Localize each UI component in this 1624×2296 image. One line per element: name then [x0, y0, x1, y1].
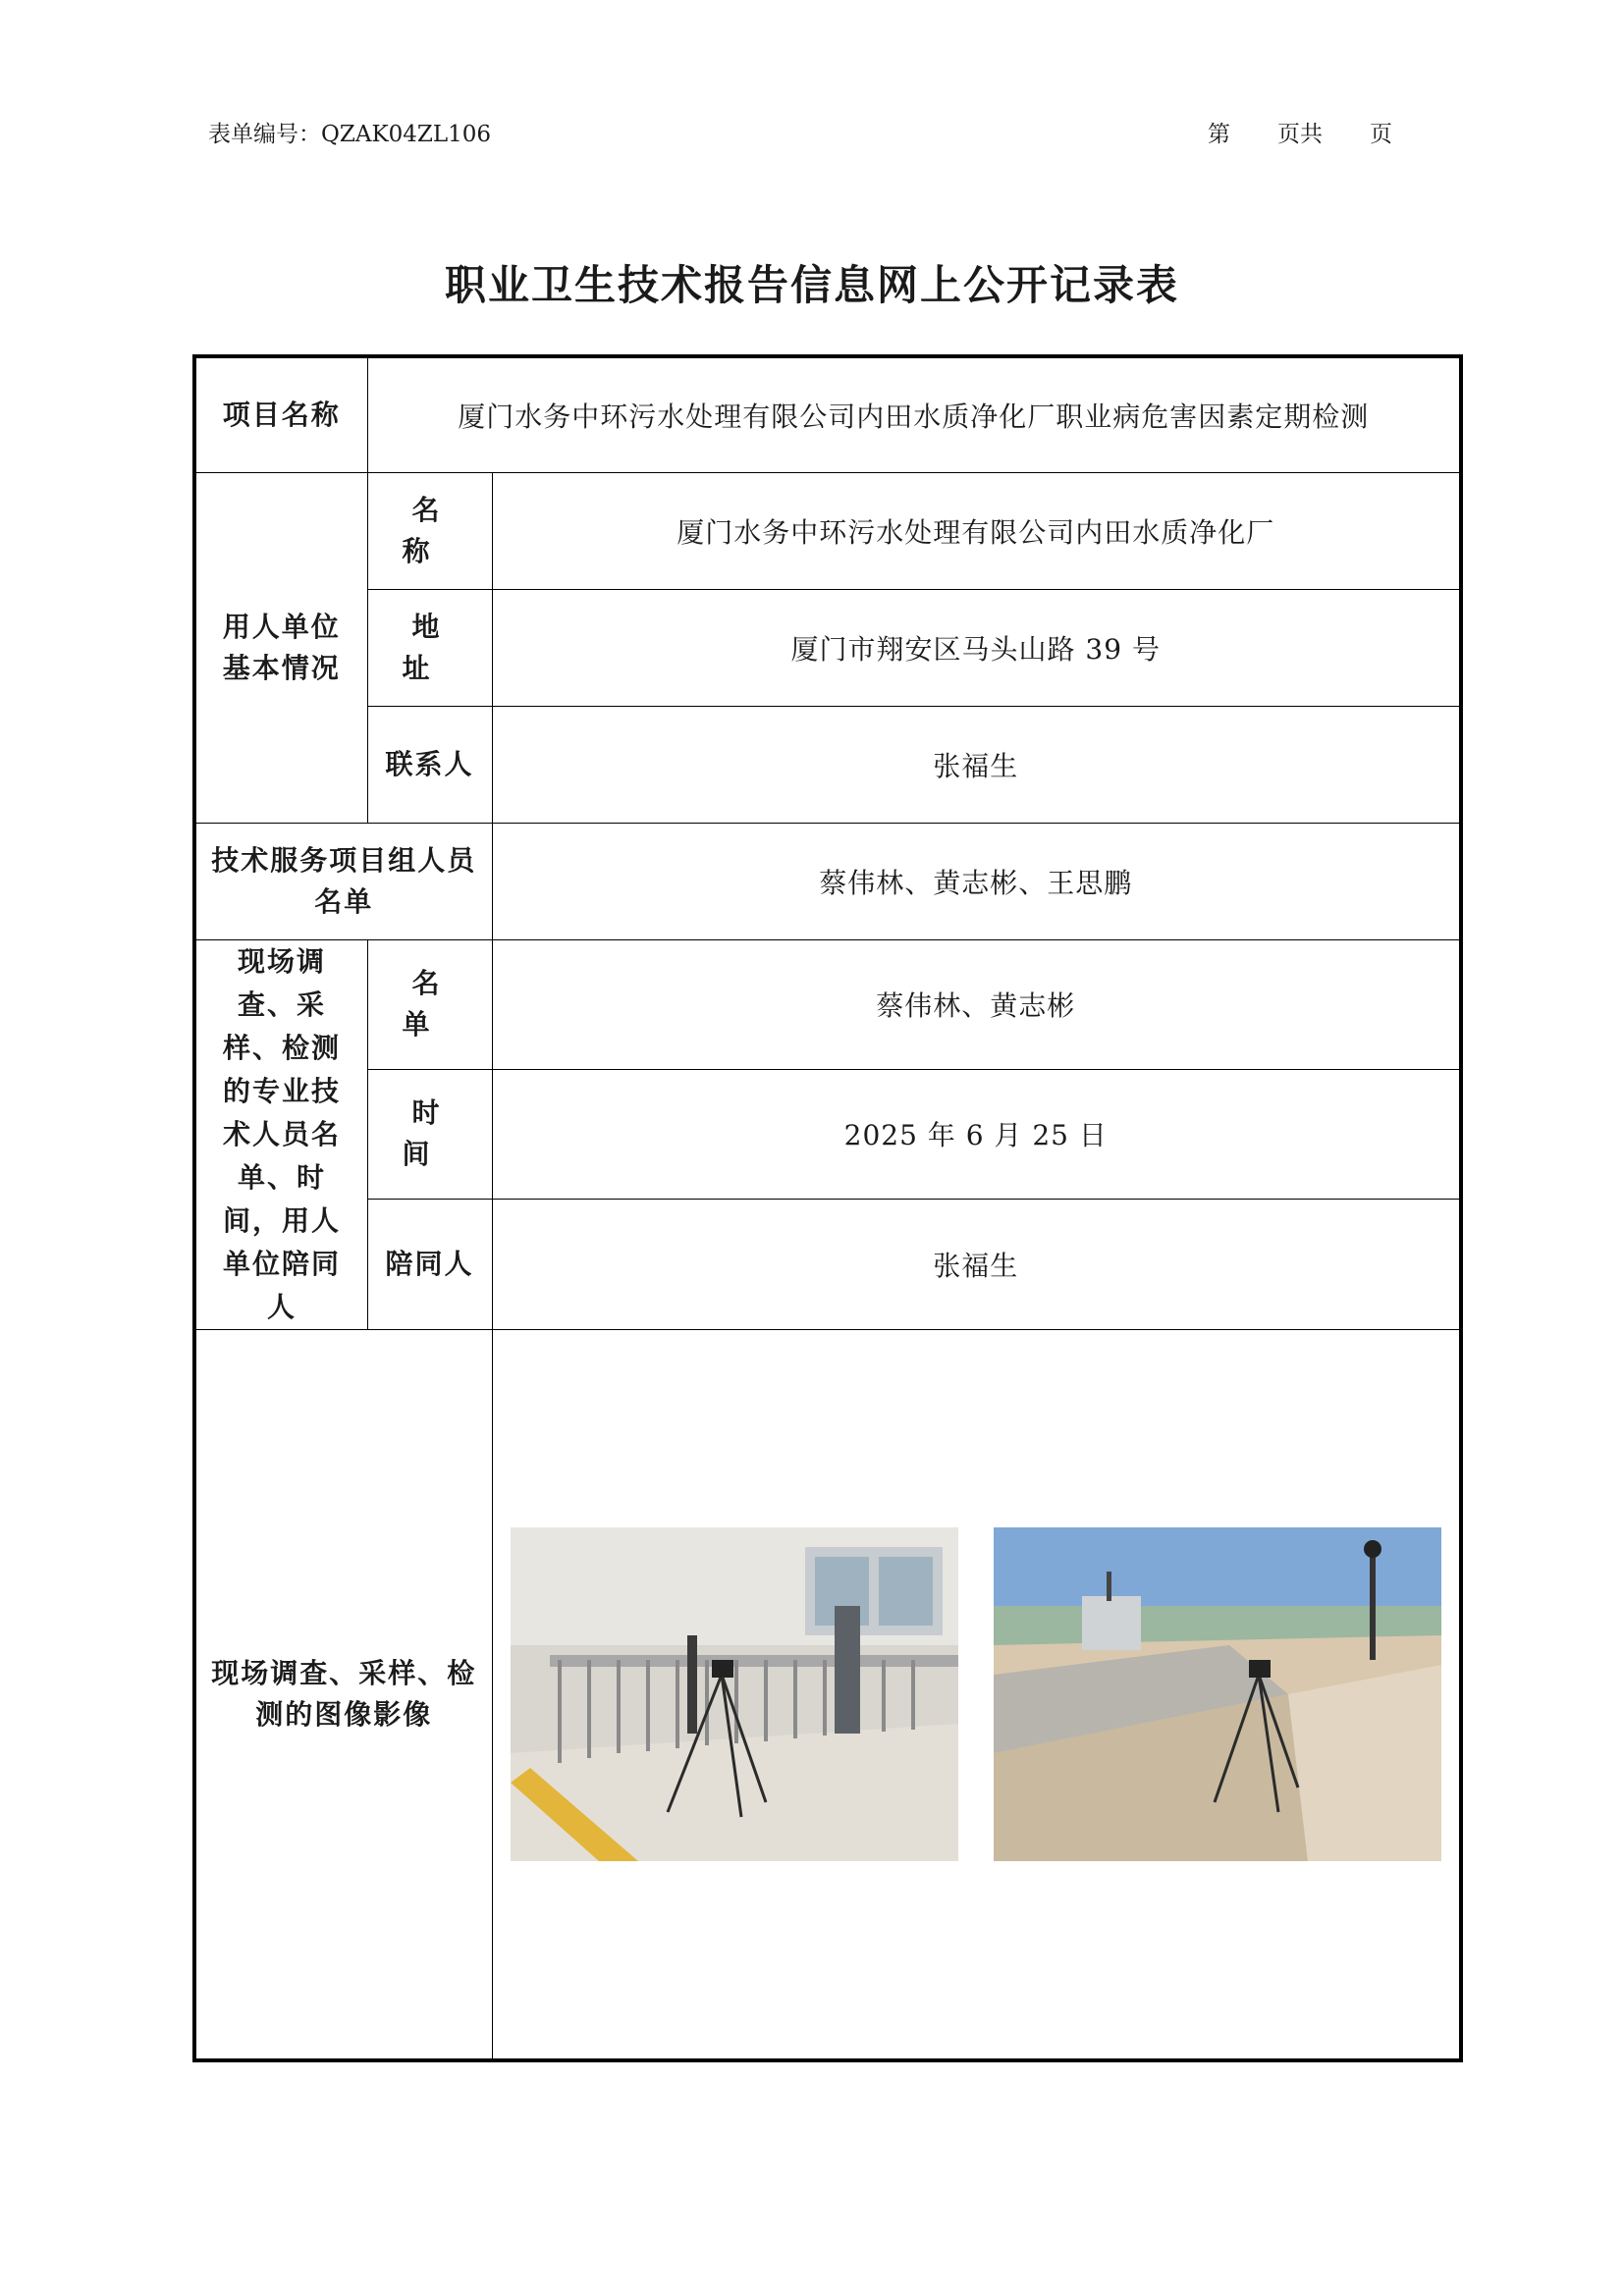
employer-label-text: 用人单位基本情况: [222, 610, 341, 684]
page-info-prefix: 第: [1208, 122, 1230, 147]
team-label: [194, 823, 492, 939]
project-label: 项目名称: [194, 356, 367, 472]
images-label-text: 现场调查、采样、检测的图像影像: [211, 1656, 477, 1731]
employer-address-value: 厦门市翔安区马头山路 39 号: [492, 589, 1461, 706]
employer-address-label: [367, 589, 492, 706]
project-row: [194, 356, 1461, 472]
project-value: 厦门水务中环污水处理有限公司内田水质净化厂职业病危害因素定期检测: [367, 356, 1461, 472]
team-label-text: 技术服务项目组人员名单: [211, 843, 477, 918]
images-row: [194, 1329, 1461, 2060]
employer-name-row: [194, 472, 1461, 589]
employer-contact-value: 张福生: [492, 706, 1461, 823]
survey-list-label: [367, 939, 492, 1069]
page-info-middle: 页共: [1277, 122, 1323, 147]
survey-label-text: 现场调查、采样、检测的专业技术人员名单、时间，用人单位陪同人: [222, 944, 341, 1323]
survey-time-label-text: 时 间: [402, 1096, 467, 1171]
form-number: 表单编号：QZAK04ZL106: [208, 122, 492, 147]
images-label: [194, 1329, 492, 2060]
employer-name-label: [367, 472, 492, 589]
survey-list-value: 蔡伟林、黄志彬: [492, 939, 1461, 1069]
survey-time-label: [367, 1069, 492, 1199]
page-info: [1208, 116, 1392, 148]
images-cell: [492, 1329, 1461, 2060]
survey-list-label-text: 名 单: [402, 967, 467, 1041]
employer-contact-row: [194, 706, 1461, 823]
survey-label: [194, 939, 367, 1329]
survey-escort-value: 张福生: [492, 1200, 1461, 1329]
employer-address-row: [194, 589, 1461, 706]
document-title: 职业卫生技术报告信息网上公开记录表: [444, 261, 1179, 309]
outdoor-sampling-photo: [994, 1527, 1441, 1861]
team-row: [194, 823, 1461, 939]
employer-name-label-text: 名 称: [402, 493, 467, 567]
record-table: [192, 354, 1463, 2062]
employer-address-label-text: 地 址: [402, 610, 467, 684]
photo-gallery: [493, 1527, 1460, 1861]
page-info-suffix: 页: [1370, 122, 1392, 147]
survey-time-value: 2025 年 6 月 25 日: [492, 1069, 1461, 1199]
employer-name-value: 厦门水务中环污水处理有限公司内田水质净化厂: [492, 472, 1461, 589]
employer-label: [194, 472, 367, 823]
team-value: 蔡伟林、黄志彬、王思鹏: [492, 823, 1461, 939]
survey-escort-row: [194, 1200, 1461, 1329]
survey-time-row: [194, 1069, 1461, 1199]
survey-list-row: [194, 939, 1461, 1069]
survey-escort-label: 陪同人: [367, 1200, 492, 1329]
indoor-sampling-photo: [511, 1527, 958, 1861]
employer-contact-label: 联系人: [367, 706, 492, 823]
